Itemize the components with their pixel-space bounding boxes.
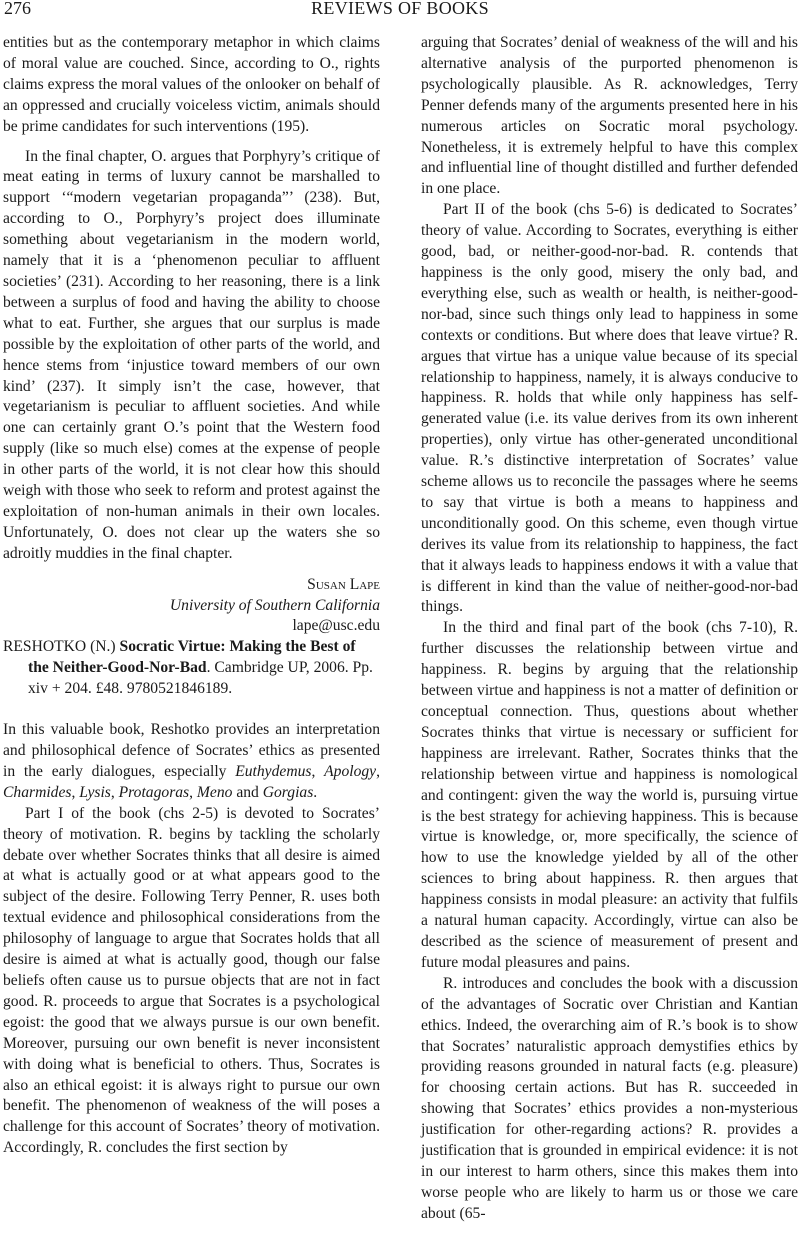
reviewer-signature bbox=[3, 575, 380, 638]
review-book-title: Socratic Virtue: Making the Best of the Neither-Good-Nor-Bad bbox=[28, 638, 356, 677]
review-publication: . Cambridge UP, 2006. Pp. xiv + 204. £48. 9780521846189. bbox=[28, 659, 373, 698]
paragraph: Part I of the book (chs 2-5) is devoted to Socrates’ theory of motivation. R. begins by tackling the scholarly debate over whether Socrates thinks that all desire is aimed at what is actually good or at what appears good to the subject of the desire. Following Terry Penner, R. uses both textual evidence and philosophical considerations from the philosophy of language to argue that Socrates holds that all desire is aimed at what is actually good, though our false beliefs often cause us to pursue objects that are not in fact good. R. proceeds to argue that Socrates is a psychological egoist: the good that we always pursue is our own benefit. Moreover, pursuing our own benefit is never inconsistent with doing what is beneficial to others. Thus, Socrates is also an ethical egoist: it is always right to pursue our own benefit. The phenomenon of weakness of the will poses a challenge for this account of Socrates’ theory of motivation. Accordingly, R. concludes the first section by bbox=[3, 804, 380, 1157]
paragraph: Part II of the book (chs 5-6) is dedicated to Socrates’ theory of value. According to Socrates, everything is either good, bad, or neither-good-nor-bad. R. contends that happiness is the only good, misery the only bad, and everything else, such as wealth or health, is neither-good-nor-bad, since such things only lead to happiness in some contexts or conditions. But where does that leave virtue? R. argues that virtue has a unique value because of its special relationship to happiness, namely, it is always conducive to happiness. R. holds that while only happiness has self-generated value (i.e. its value derives from its own inherent properties), only virtue has other-generated unconditional value. R.’s distinctive interpretation of Socrates’ value scheme allows us to reconcile the passages where he seems to say that virtue is both a means to happiness and unconditionally good. On this scheme, even though virtue derives its value from its relationship to happiness, the fact that it always leads to happiness endows it with a value that is different in kind than the value of neither-good-nor-bad things. bbox=[421, 201, 798, 616]
paragraph: entities but as the contemporary metaphor in which claims of moral value are couched. Since, according to O., rights claims express the moral values of the onlooker on behalf of an oppressed and crucially voiceless victim, animals should be prime candidates for such interventions (195). bbox=[3, 34, 380, 135]
reviewer-affiliation: University of Southern California bbox=[169, 596, 380, 614]
review-heading bbox=[3, 637, 380, 700]
running-head: REVIEWS OF BOOKS bbox=[311, 0, 489, 18]
left-column bbox=[3, 33, 380, 1159]
paragraph: R. introduces and concludes the book with a discussion of the advantages of Socratic over Christian and Kantian ethics. Indeed, the overarching aim of R.’s book is to show that Socrates’ naturalistic approach demystifies ethics by providing reasons grounded in natural facts (e.g. pleasure) for choosing certain actions. But has R. succeeded in showing that Socrates’ ethics provides a non-mysterious justification for other-regarding actions? R. provides a justification that is grounded in empirical evidence: it is not in our interest to harm others, since this makes them into worse people who are likely to harm us or those we care about (65- bbox=[421, 974, 798, 1222]
paragraph: In this valuable book, Reshotko provides an interpretation and philosophical defence of Socrates’ ethics as presented in the early dialogues, especially Euthydemus, Apology, Charmides, Lysis, Protagoras, Meno and Gorgias. bbox=[3, 721, 381, 801]
page-number: 276 bbox=[4, 0, 31, 18]
review-author: RESHOTKO (N.) bbox=[3, 638, 116, 656]
page-header bbox=[0, 0, 800, 22]
paragraph: In the third and final part of the book (chs 7-10), R. further discusses the relationship between virtue and happiness. R. begins by arguing that the relationship between virtue and happiness is not a matter of definition or conceptual connection. Thus, questions about whether Socrates thinks that virtue is necessary or sufficient for happiness are irrelevant. Rather, Socrates thinks that the relationship between virtue and happiness is nomological and contingent: given the way the world is, pursuing virtue is the best strategy for achieving happiness. This is because virtue is knowledge, or, more specifically, the science of how to use the knowledge yielded by all of the other sciences to bring about happiness. R. then argues that happiness consists in modal pleasure: an activity that fulfils a natural human capacity. Accordingly, virtue can also be described as the science of measurement of present and future modal pleasures and pains. bbox=[421, 619, 798, 971]
reviewer-name: Susan Lape bbox=[307, 575, 380, 593]
right-column bbox=[421, 33, 798, 1225]
paragraph: arguing that Socrates’ denial of weakness of the will and his alternative analysis of the purported phenomenon is psychologically plausible. As R. acknowledges, Terry Penner defends many of the arguments presented here in his numerous articles on Socratic moral psychology. Nonetheless, it is extremely helpful to have this complex and influential line of thought distilled and further defended in one place. bbox=[421, 34, 798, 198]
paragraph: In the final chapter, O. argues that Porphyry’s critique of meat eating in terms of luxury cannot be marshalled to support ‘“modern vegetarian propaganda”’ (238). But, according to O., Porphyry’s project does illuminate something about vegetarianism in the modern world, namely that it is a ‘phenomenon peculiar to affluent societies’ (231). According to her reasoning, there is a link between a surplus of food and having the ability to choose what to eat. Further, she argues that our surplus is made possible by the exploitation of other parts of the world, and hence stems from ‘injustice toward members of our own kind’ (237). It simply isn’t the case, however, that vegetarianism is peculiar to affluent societies. And while one can certainly grant O.’s point that the Western food supply (like so much else) comes at the expense of people in other parts of the world, it is not clear how this should weigh with those who seek to reform and protest against the exploitation of non-human animals in their own locales. Unfortunately, O. does not clear up the waters she so adroitly muddies in the final chapter. bbox=[3, 147, 380, 562]
reviewer-email: lape@usc.edu bbox=[292, 617, 380, 635]
